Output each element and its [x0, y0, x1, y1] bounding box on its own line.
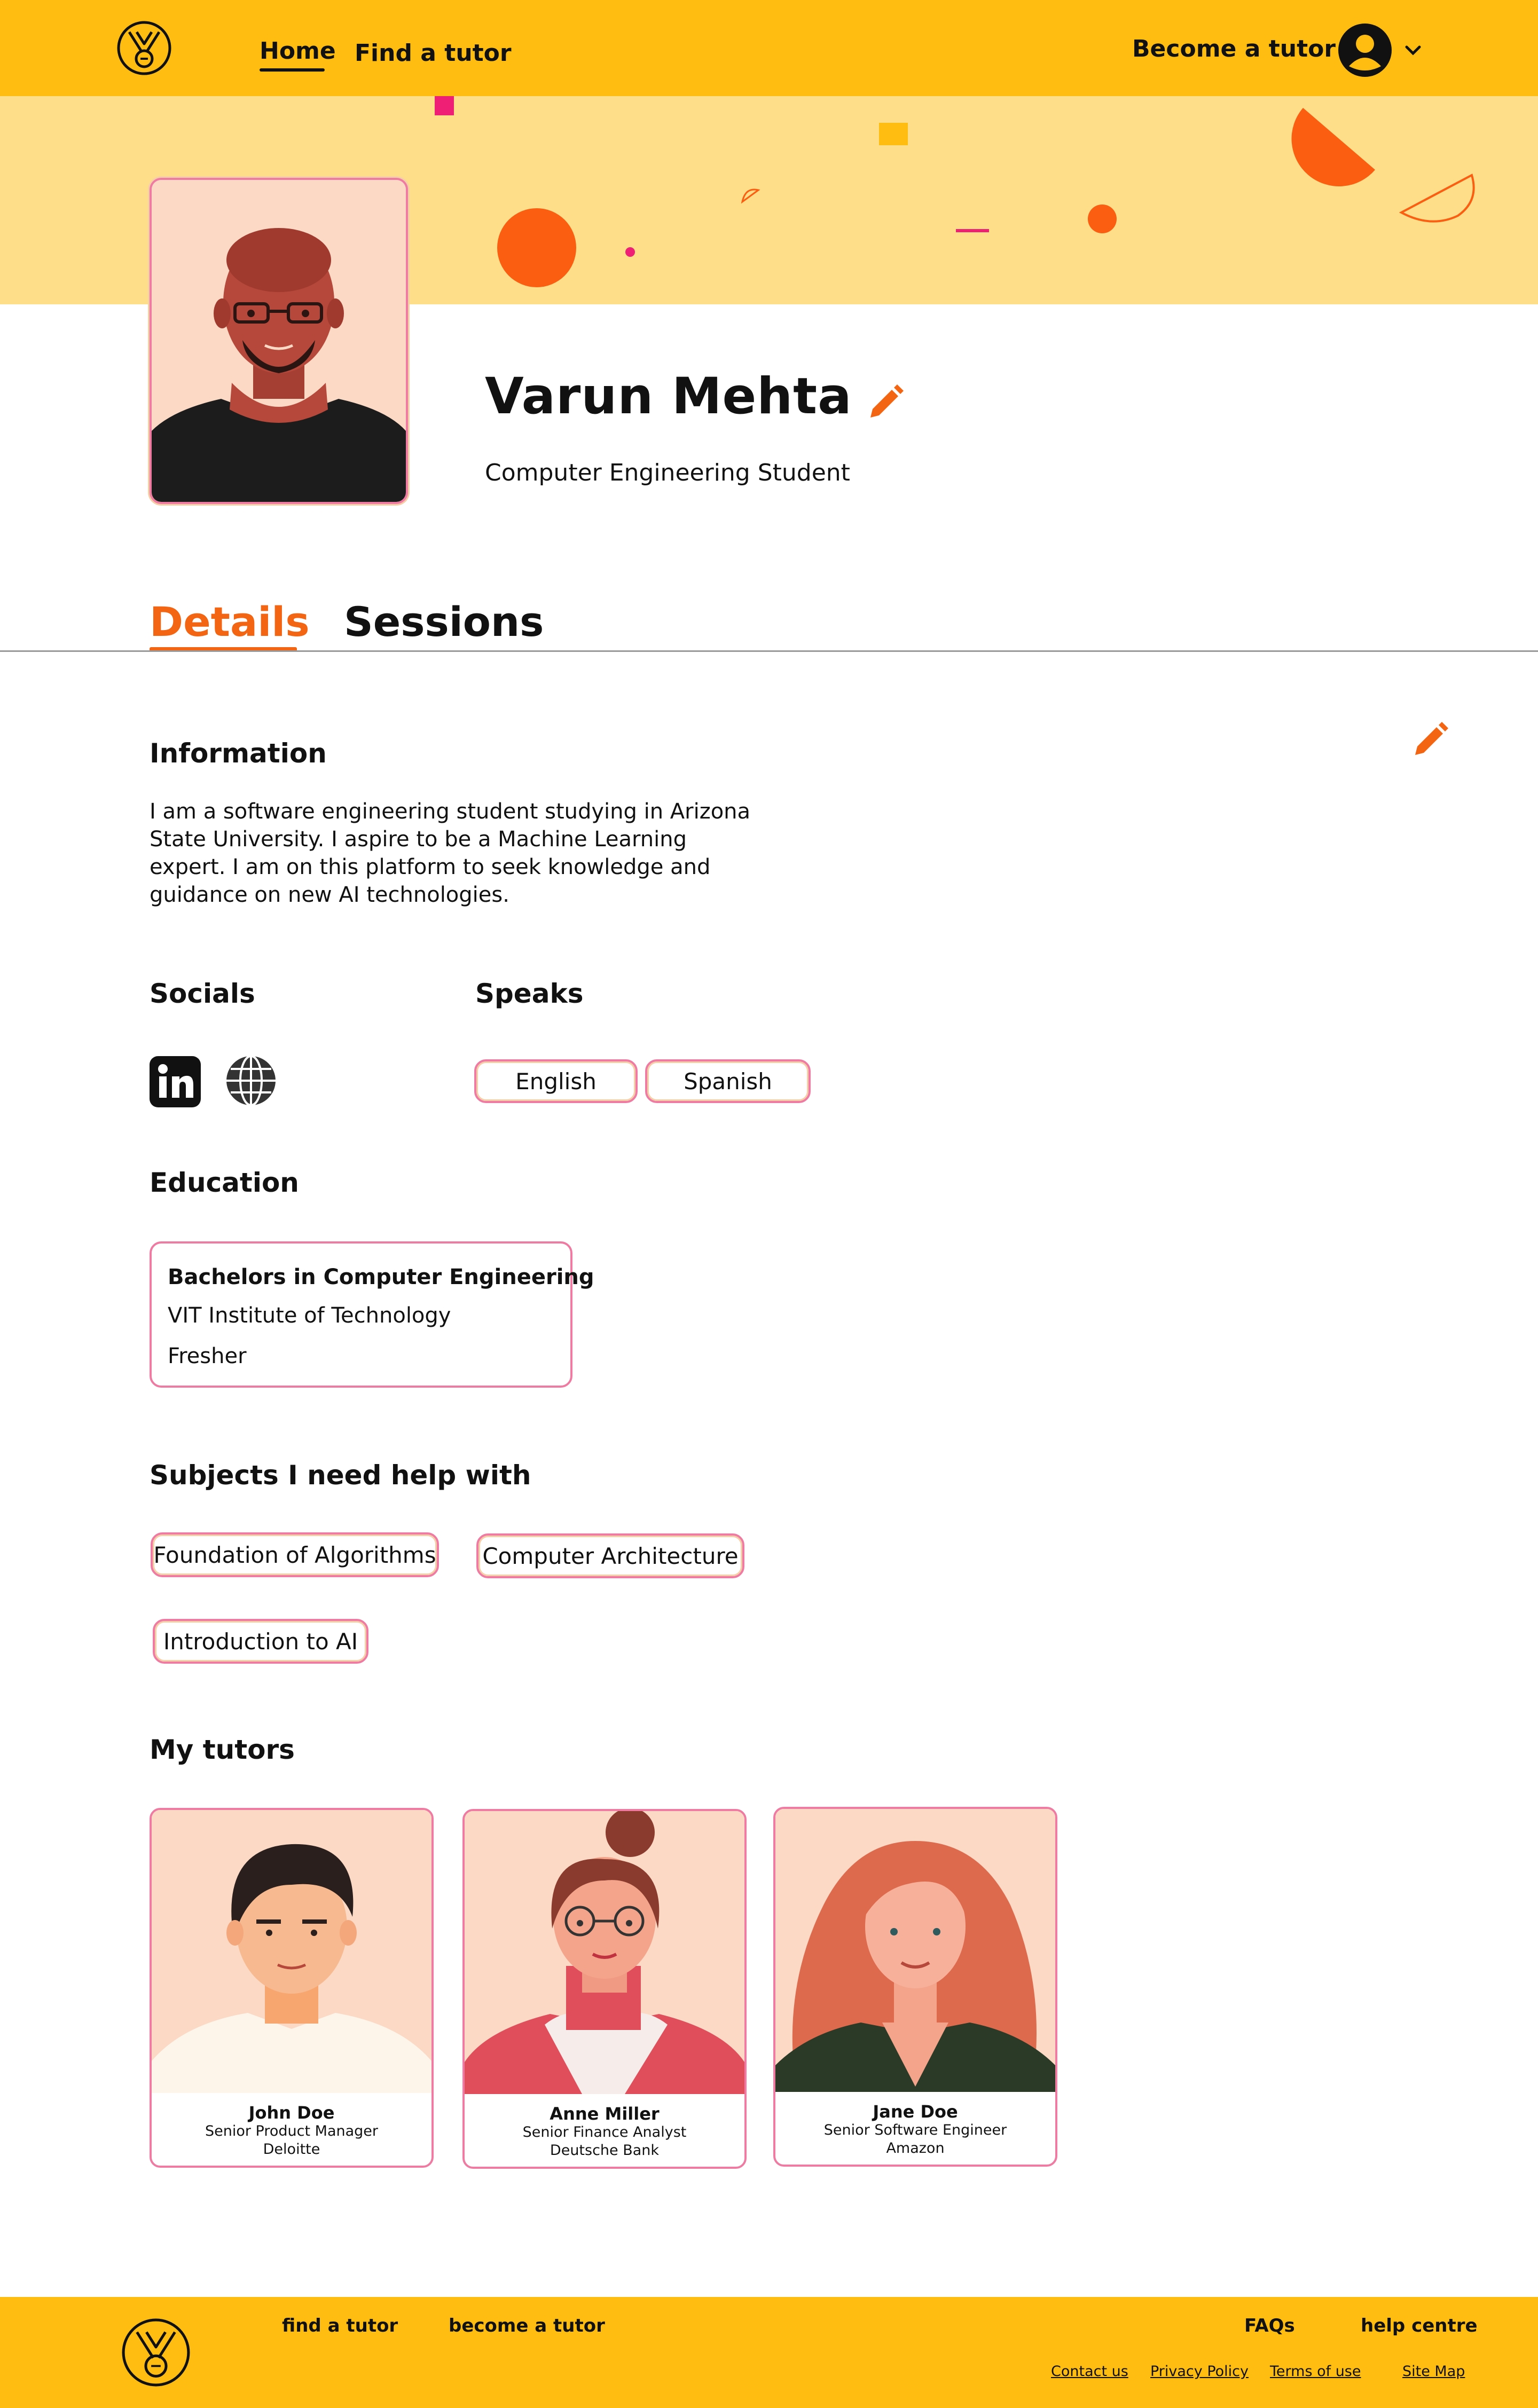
top-navigation-bar [0, 0, 1538, 96]
education-institute: VIT Institute of Technology [168, 1303, 451, 1328]
speaks-heading: Speaks [475, 978, 584, 1009]
education-card [150, 1241, 594, 1388]
profile-subtitle: Computer Engineering Student [485, 459, 850, 486]
medal-logo-icon[interactable] [121, 2317, 191, 2388]
edit-details-pencil-icon[interactable] [1410, 721, 1449, 760]
become-tutor-link[interactable]: Become a tutor [1132, 35, 1336, 62]
footer-find-tutor-link[interactable]: find a tutor [282, 2315, 398, 2336]
tutor-role: Senior Software Engineer [823, 2122, 1007, 2138]
socials-heading: Socials [150, 978, 255, 1009]
tab-sessions[interactable]: Sessions [344, 598, 544, 646]
subjects-heading: Subjects I need help with [150, 1460, 531, 1491]
tutor-avatar-illustration [152, 1810, 431, 2093]
footer-help-centre-link[interactable]: help centre [1361, 2315, 1478, 2336]
profile-avatar [150, 178, 408, 504]
footer-become-tutor-link[interactable]: become a tutor [449, 2315, 605, 2336]
footer-contact-link[interactable]: Contact us [1051, 2363, 1128, 2380]
chevron-down-icon[interactable] [1404, 45, 1422, 57]
tutor-role: Senior Finance Analyst [522, 2124, 687, 2141]
tutor-card[interactable] [150, 1808, 434, 2168]
tutor-name: Jane Doe [873, 2102, 958, 2122]
information-text: I am a software engineering student studying in Arizona State University. I aspire to be a Machine Learning expert. I am on this platform to seek knowledge and guidance on new AI technologies. [150, 799, 751, 907]
tutor-company: Deutsche Bank [550, 2142, 660, 2159]
tutor-avatar-illustration [775, 1809, 1055, 2092]
nav-active-underline [260, 68, 325, 72]
nav-find-tutor-link[interactable]: Find a tutor [355, 40, 512, 67]
edit-name-pencil-icon[interactable] [865, 383, 905, 423]
footer-faqs-link[interactable]: FAQs [1244, 2315, 1295, 2336]
linkedin-icon[interactable] [150, 1056, 201, 1107]
tutor-avatar-illustration [465, 1811, 744, 2094]
nav-home-link[interactable]: Home [260, 37, 336, 65]
my-tutors-heading: My tutors [150, 1734, 295, 1765]
information-heading: Information [150, 738, 327, 769]
subject-pill[interactable]: Foundation of Algorithms [151, 1532, 439, 1577]
education-heading: Education [150, 1167, 299, 1198]
subject-pill[interactable]: Introduction to AI [153, 1619, 368, 1664]
tutor-company: Deloitte [263, 2141, 320, 2158]
profile-name: Varun Mehta [485, 367, 852, 426]
tutor-card[interactable] [462, 1809, 747, 2169]
education-degree: Bachelors in Computer Engineering [168, 1265, 594, 1289]
language-pill-spanish: Spanish [645, 1059, 811, 1103]
education-level: Fresher [168, 1344, 247, 1368]
tutor-card[interactable] [773, 1807, 1057, 2167]
globe-icon[interactable] [224, 1054, 278, 1107]
avatar-illustration [152, 180, 406, 502]
footer-privacy-link[interactable]: Privacy Policy [1150, 2363, 1249, 2380]
medal-logo-icon[interactable] [116, 20, 172, 76]
subject-pill[interactable]: Computer Architecture [476, 1533, 744, 1578]
footer [0, 2297, 1538, 2408]
footer-terms-link[interactable]: Terms of use [1270, 2363, 1361, 2380]
footer-sitemap-link[interactable]: Site Map [1402, 2363, 1465, 2380]
tutor-role: Senior Product Manager [205, 2123, 378, 2139]
tabs-divider [0, 650, 1538, 652]
tutor-name: Anne Miller [550, 2104, 660, 2124]
tutor-name: John Doe [248, 2103, 335, 2123]
tutor-company: Amazon [886, 2140, 945, 2157]
user-circle-icon[interactable] [1337, 22, 1393, 78]
tab-details[interactable]: Details [150, 598, 310, 646]
language-pill-english: English [474, 1059, 638, 1103]
